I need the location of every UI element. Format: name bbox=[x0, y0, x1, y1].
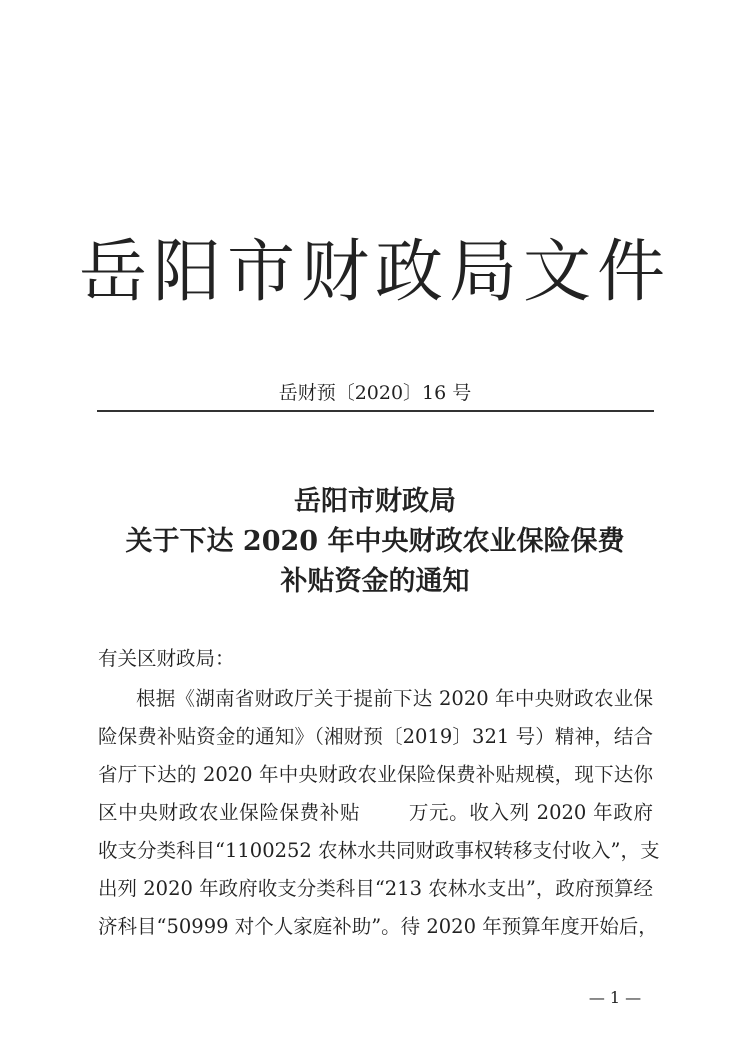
paragraph-line: 收支分类科目“1100252 农林水共同财政事权转移支付收入”，支 bbox=[98, 839, 660, 862]
paragraph-line: 济科目“50999 对个人家庭补助”。待 2020 年预算年度开始后， bbox=[98, 915, 658, 938]
paragraph-segment: 区中央财政农业保险保费补贴 bbox=[98, 801, 361, 824]
header-divider bbox=[97, 410, 654, 412]
page-number: — 1 — bbox=[588, 988, 642, 1007]
paragraph-line bbox=[98, 797, 653, 825]
paragraph-line: 出列 2020 年政府收支分类科目“213 农林水支出”，政府预算经 bbox=[98, 877, 653, 900]
salutation: 有关区财政局： bbox=[98, 647, 235, 670]
document-number: 岳财预〔2020〕16 号 bbox=[278, 382, 472, 404]
document-header-title: 岳阳市财政局文件 bbox=[78, 233, 671, 312]
notice-title-line-1: 岳阳市财政局 bbox=[294, 486, 456, 517]
notice-title-line-3: 补贴资金的通知 bbox=[280, 566, 470, 597]
paragraph-line: 根据《湖南省财政厅关于提前下达 2020 年中央财政农业保 bbox=[136, 687, 653, 710]
paragraph-segment: 万元。收入列 2020 年政府 bbox=[408, 801, 653, 824]
notice-title-line-2: 关于下达 2020 年中央财政农业保险保费 bbox=[125, 526, 625, 557]
paragraph-line: 省厅下达的 2020 年中央财政农业保险保费补贴规模，现下达你 bbox=[98, 763, 653, 786]
paragraph-line: 险保费补贴资金的通知》（湘财预〔2019〕321 号）精神，结合 bbox=[98, 725, 653, 748]
